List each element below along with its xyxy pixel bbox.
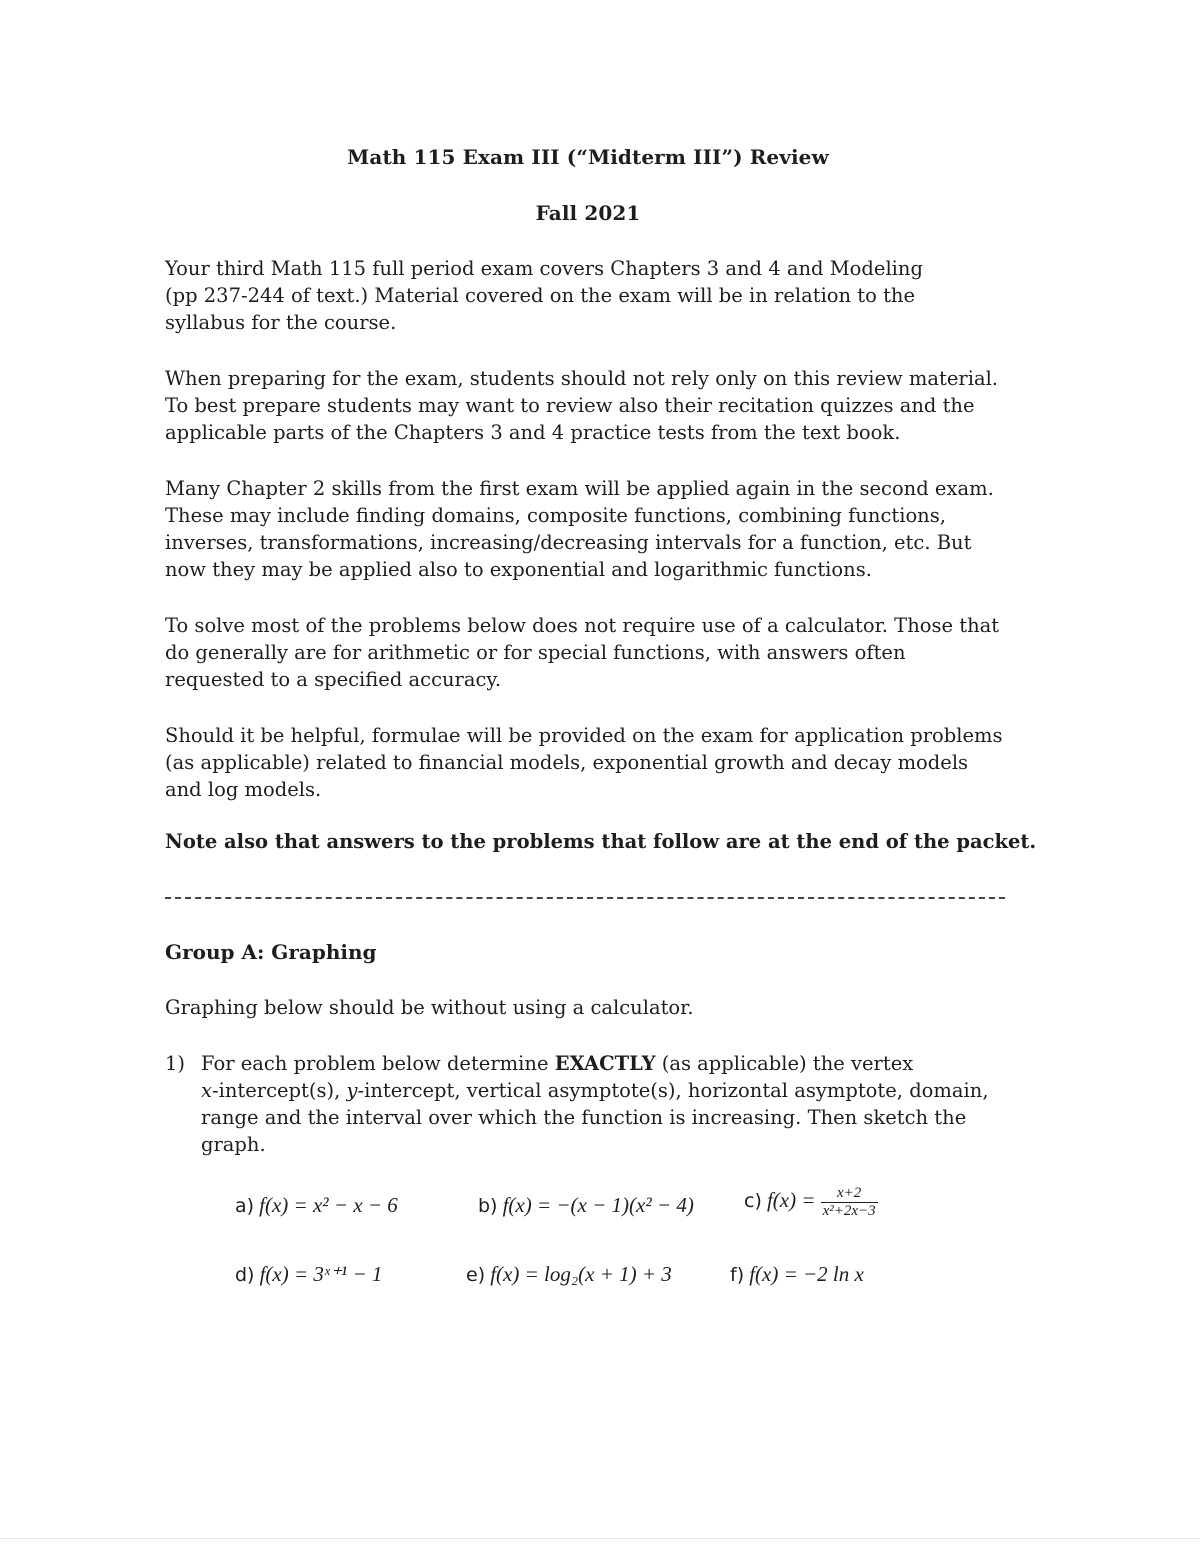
text-line: Your third Math 115 full period exam covers Chapters 3 and 4 and Modeling — [165, 257, 923, 280]
text-line: now they may be applied also to exponential and logarithmic functions. — [165, 558, 872, 581]
group-a-instruction — [165, 994, 1035, 1021]
function-expression: f(x) = — [766, 1188, 816, 1212]
text-line: Many Chapter 2 skills from the first exam will be applied again in the second exam. — [165, 477, 994, 500]
document-title: Math 115 Exam III (“Midterm III”) Review — [347, 145, 829, 169]
emphasis-exactly: EXACTLY — [554, 1052, 656, 1075]
fraction-numerator: x+2 — [821, 1185, 878, 1203]
text-line: graph. — [201, 1133, 266, 1156]
text-line: To best prepare students may want to review also their recitation quizzes and the — [165, 394, 975, 417]
text-line: and log models. — [165, 778, 322, 801]
section-divider — [165, 897, 1005, 899]
text-line: Graphing below should be without using a calculator. — [165, 996, 694, 1019]
problem-number: 1) — [165, 1052, 186, 1075]
text-line — [201, 1077, 989, 1104]
function-expression: f(x) = log₂(x + 1) + 3 — [490, 1262, 672, 1286]
text-run: (as applicable) the vertex — [655, 1052, 914, 1075]
text-line: (pp 237-244 of text.) Material covered on the exam will be in relation to the — [165, 284, 916, 307]
text-line: To solve most of the problems below does not require use of a calculator. Those that — [165, 614, 1000, 637]
function-expression: f(x) = 3ˣ⁺¹ − 1 — [259, 1262, 383, 1286]
part-label: f) — [730, 1264, 745, 1286]
intro-paragraph-calculator — [165, 612, 1035, 693]
text-line: inverses, transformations, increasing/decreasing intervals for a function, etc. But — [165, 531, 972, 554]
problem-text — [201, 1050, 989, 1158]
part-d — [235, 1262, 382, 1287]
fraction — [821, 1185, 878, 1220]
text-line — [201, 1050, 989, 1077]
part-f — [730, 1262, 864, 1287]
text-line: When preparing for the exam, students should not rely only on this review material. — [165, 367, 999, 390]
part-label: c) — [744, 1190, 762, 1212]
part-e — [466, 1262, 672, 1287]
part-label: a) — [235, 1195, 255, 1217]
text-run: For each problem below determine — [201, 1052, 555, 1075]
fraction-denominator: x²+2x−3 — [822, 1203, 876, 1219]
part-label: e) — [466, 1264, 486, 1286]
intro-paragraph-skills — [165, 475, 1035, 583]
text-line: Should it be helpful, formulae will be provided on the exam for application problems — [165, 724, 1003, 747]
text-run: -intercept(s), — [212, 1079, 347, 1102]
variable-y: y — [346, 1079, 358, 1102]
text-run: -intercept, vertical asymptote(s), horizontal asymptote, domain, — [357, 1079, 989, 1102]
function-expression: f(x) = −(x − 1)(x² − 4) — [502, 1193, 694, 1217]
part-label: b) — [478, 1195, 498, 1217]
part-label: d) — [235, 1264, 255, 1286]
group-a-heading: Group A: Graphing — [165, 940, 377, 964]
intro-paragraph-formulae — [165, 722, 1035, 803]
intro-paragraph-coverage — [165, 255, 1035, 336]
text-line: do generally are for arithmetic or for special functions, with answers often — [165, 641, 906, 664]
text-line: requested to a specified accuracy. — [165, 668, 502, 691]
part-a — [235, 1193, 398, 1218]
text-line: syllabus for the course. — [165, 311, 397, 334]
answers-note: Note also that answers to the problems that follow are at the end of the packet. — [165, 830, 1037, 853]
variable-x: x — [201, 1079, 212, 1102]
text-line: (as applicable) related to financial models, exponential growth and decay models — [165, 751, 969, 774]
part-b — [478, 1193, 694, 1218]
text-line: These may include finding domains, composite functions, combining functions, — [165, 504, 946, 527]
part-c — [744, 1185, 878, 1220]
text-line: range and the interval over which the function is increasing. Then sketch the — [201, 1106, 967, 1129]
text-line: applicable parts of the Chapters 3 and 4 practice tests from the text book. — [165, 421, 901, 444]
scan-edge-line — [0, 1538, 1200, 1539]
function-expression: f(x) = x² − x − 6 — [259, 1193, 398, 1217]
function-expression: f(x) = −2 ln x — [749, 1262, 864, 1286]
document-term: Fall 2021 — [535, 201, 641, 225]
intro-paragraph-preparation — [165, 365, 1035, 446]
